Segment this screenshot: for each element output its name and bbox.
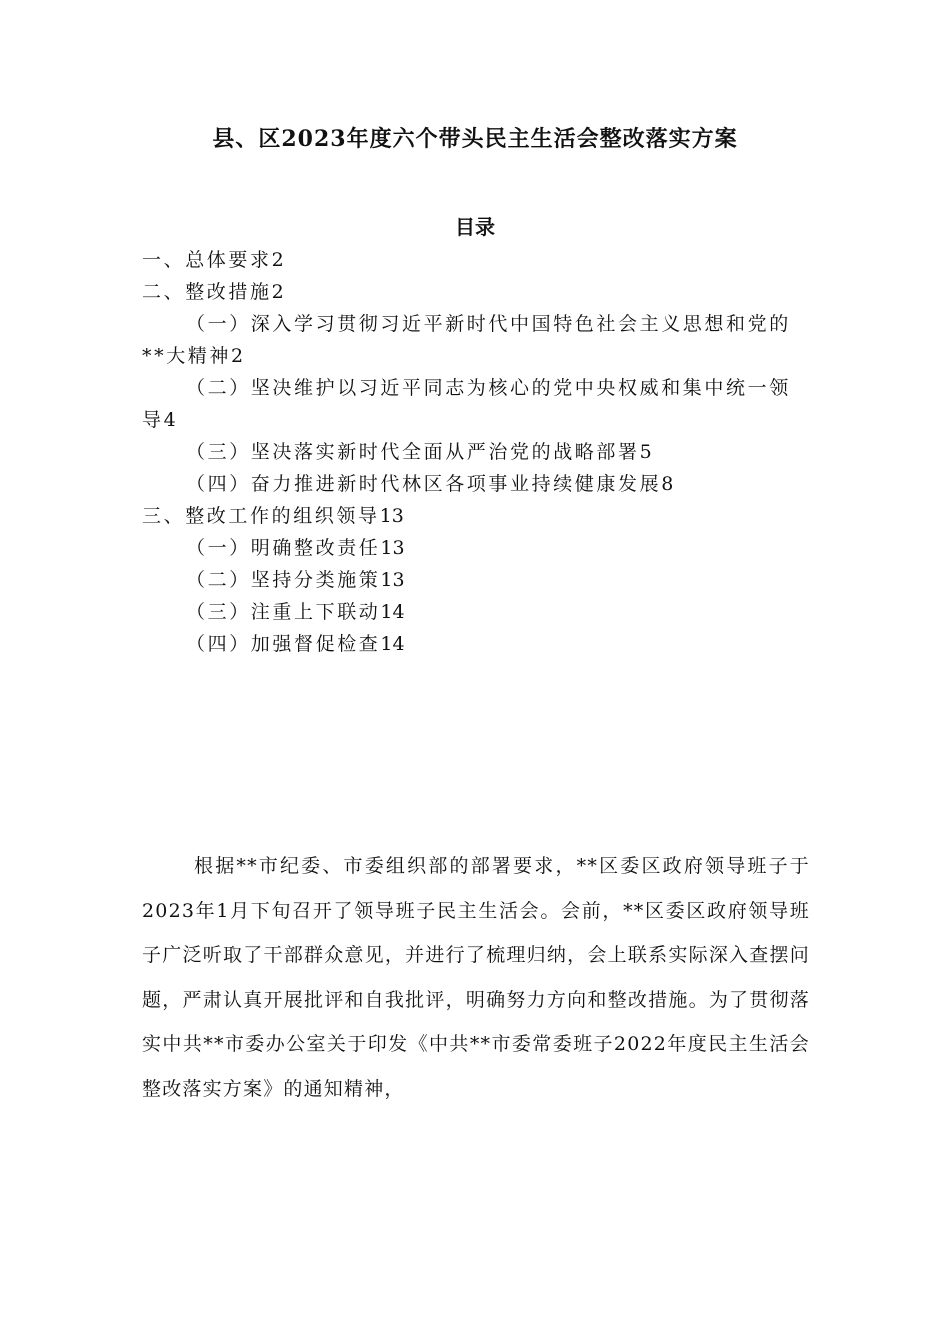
toc-entry-text: （一）明确整改责任 xyxy=(186,537,381,559)
toc-entry-page: 13 xyxy=(379,505,404,527)
toc-entry-text: （四）加强督促检查 xyxy=(186,633,381,655)
toc-entry-page: 2 xyxy=(231,345,244,367)
document-title: 县、区2023年度六个带头民主生活会整改落实方案 xyxy=(212,126,738,152)
toc-entry[interactable] xyxy=(142,596,810,628)
toc-entry[interactable] xyxy=(142,628,810,660)
body-paragraph: 根据**市纪委、市委组织部的部署要求，**区委区政府领导班子于2023年1月下旬召开了领导班子民主生活会。会前，**区委区政府领导班子广泛听取了干部群众意见，并进行了梳理归纳，会上联系实际深入查摆问题，严肃认真开展批评和自我批评，明确努力方向和整改措施。为了贯彻落实中共**市委办公室关于印发《中共**市委常委班子2022年度民主生活会整改落实方案》的通知精神， xyxy=(142,855,810,1100)
toc-entry-text: 三、整改工作的组织领导 xyxy=(142,505,380,527)
toc-entry-page: 8 xyxy=(661,473,674,495)
toc-entry-page: 2 xyxy=(271,249,284,271)
toc-entry[interactable] xyxy=(142,532,810,564)
toc-entry[interactable] xyxy=(142,276,810,308)
toc-entry-page: 5 xyxy=(639,441,652,463)
toc-entry-page: 14 xyxy=(380,633,405,655)
toc-heading: 目录 xyxy=(455,215,495,239)
toc-entry-page: 13 xyxy=(380,537,405,559)
toc-entry[interactable] xyxy=(142,436,810,468)
toc-entry-page: 2 xyxy=(271,281,284,303)
toc-entry-text: （二）坚决维护以习近平同志为核心的党中央权威和集中统一领导 xyxy=(142,377,791,431)
toc-entry-page: 4 xyxy=(163,409,176,431)
toc-entry-text: （三）坚决落实新时代全面从严治党的战略部署 xyxy=(186,441,640,463)
toc-entry-text: 二、整改措施 xyxy=(142,281,272,303)
toc-entry[interactable] xyxy=(142,564,810,596)
toc-entry-text: （二）坚持分类施策 xyxy=(186,569,381,591)
toc-entry[interactable] xyxy=(142,468,810,500)
table-of-contents xyxy=(142,244,810,660)
toc-entry[interactable] xyxy=(142,308,810,372)
toc-entry-text: 一、总体要求 xyxy=(142,249,272,271)
toc-entry[interactable] xyxy=(142,500,810,532)
toc-entry-page: 13 xyxy=(380,569,405,591)
toc-entry[interactable] xyxy=(142,244,810,276)
toc-entry-text: （四）奋力推进新时代林区各项事业持续健康发展 xyxy=(186,473,662,495)
toc-entry-page: 14 xyxy=(380,601,405,623)
toc-entry-text: （一）深入学习贯彻习近平新时代中国特色社会主义思想和党的**大精神 xyxy=(142,313,791,367)
toc-entry[interactable] xyxy=(142,372,810,436)
toc-entry-text: （三）注重上下联动 xyxy=(186,601,381,623)
